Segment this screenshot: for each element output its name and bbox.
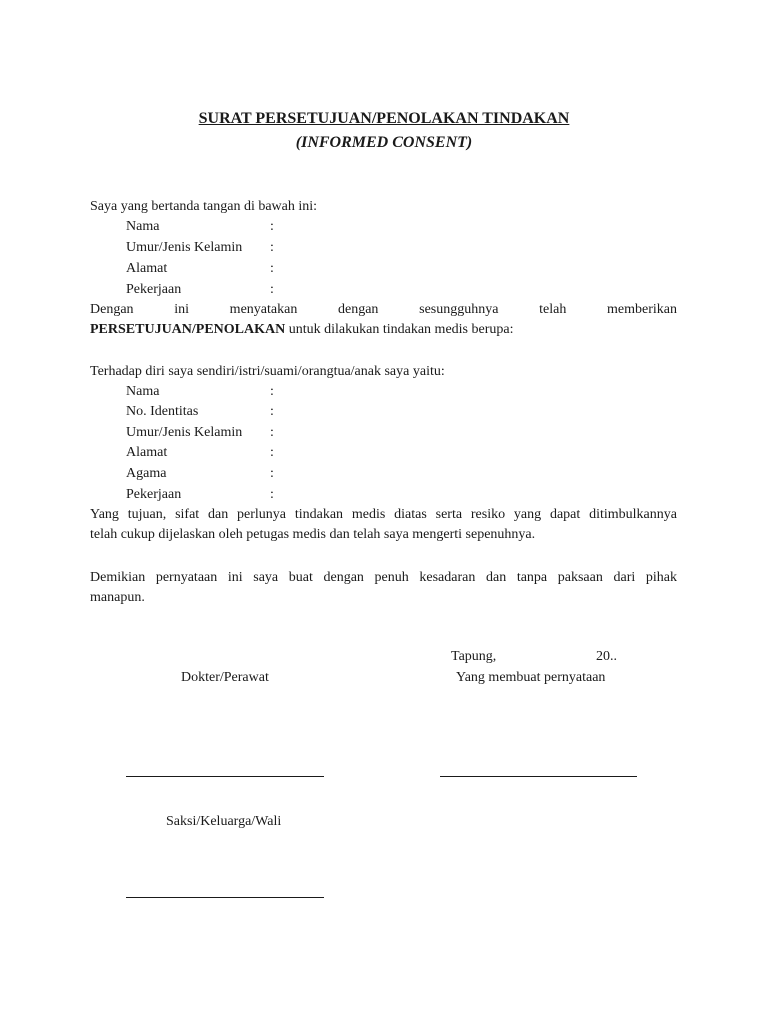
patient-field-label: Umur/Jenis Kelamin [126,425,243,440]
patient-field-label: No. Identitas [126,404,199,419]
signer-field-label: Nama [126,219,160,234]
statement-line: Dengan ini menyatakan dengan sesungguhnya telah memberikan [90,302,677,317]
patient-field-label: Nama [126,384,160,399]
consent-choice-text: PERSETUJUAN/PENOLAKAN [90,322,286,337]
document-title: SURAT PERSETUJUAN/PENOLAKAN TINDAKAN [198,110,570,127]
field-colon: : [270,240,274,255]
field-colon: : [270,282,274,297]
patient-intro-text: Terhadap diri saya sendiri/istri/suami/orangtua/anak saya yaitu: [90,364,445,379]
statement-line-2 [90,320,677,340]
field-colon: : [270,445,274,460]
closing-line: Demikian pernyataan ini saya buat dengan penuh kesadaran dan tanpa paksaan dari pihak [90,570,677,585]
doctor-signature-line [126,776,324,777]
doctor-label: Dokter/Perawat [181,670,269,685]
field-colon: : [270,384,274,399]
patient-field-label: Alamat [126,445,168,460]
place-text: Tapung, [451,649,497,664]
field-colon: : [270,219,274,234]
signer-field-label: Alamat [126,261,168,276]
explanation-line: telah cukup dijelaskan oleh petugas medis dan telah saya mengerti sepenuhnya. [90,527,536,542]
field-colon: : [270,425,274,440]
witness-label: Saksi/Keluarga/Wali [166,814,282,829]
document-subtitle: (INFORMED CONSENT) [295,134,473,151]
intro-text: Saya yang bertanda tangan di bawah ini: [90,199,318,214]
year-text: 20.. [596,649,617,664]
declarant-label: Yang membuat pernyataan [456,670,606,685]
signer-field-label: Pekerjaan [126,282,182,297]
witness-signature-line [126,897,324,898]
field-colon: : [270,261,274,276]
field-colon: : [270,487,274,502]
declarant-signature-line [440,776,637,777]
closing-line: manapun. [90,590,145,605]
signer-field-label: Umur/Jenis Kelamin [126,240,243,255]
field-colon: : [270,466,274,481]
patient-field-label: Agama [126,466,167,481]
field-colon: : [270,404,274,419]
patient-field-label: Pekerjaan [126,487,182,502]
statement-rest-text: untuk dilakukan tindakan medis berupa: [285,322,514,337]
explanation-line: Yang tujuan, sifat dan perlunya tindakan medis diatas serta resiko yang dapat ditimbulkannya [90,507,677,522]
